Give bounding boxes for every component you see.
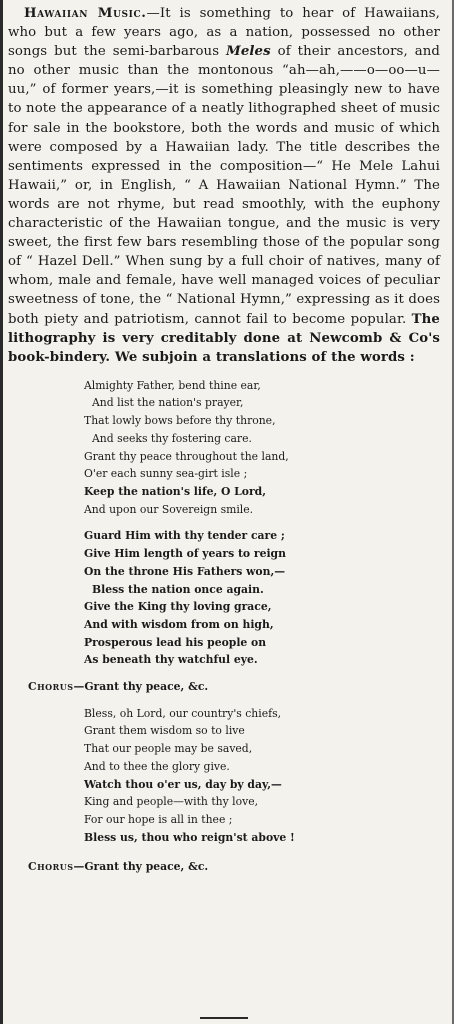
- stanza-1-line-3: That lowly bows before thy throne,: [84, 414, 276, 428]
- stanza-3-line-7: For our hope is all in thee ;: [84, 812, 233, 826]
- stanza-3-line-8: Bless us, thou who reign'st above !: [84, 830, 295, 844]
- stanza-3-line-3: That our people may be saved,: [84, 742, 253, 756]
- stanza-3-line-4: And to thee the glory give.: [84, 759, 230, 773]
- stanza-2-line-7: Prosperous lead his people on: [84, 635, 267, 649]
- stanza-2-line-2: Give Him length of years to reign: [84, 547, 286, 561]
- hymn-stanza-2: [84, 527, 440, 669]
- stanza-2-line-5: Give the King thy loving grace,: [84, 600, 272, 614]
- stanza-2-line-6: And with wisdom from on high,: [84, 617, 274, 631]
- chorus-label: Chorus: [28, 860, 74, 874]
- stanza-1-line-5: Grant thy peace throughout the land,: [84, 449, 289, 463]
- stanza-1-line-8: And upon our Sovereign smile.: [84, 502, 254, 516]
- stanza-1-line-2: And list the nation's prayer,: [92, 396, 244, 410]
- stanza-2-line-1: Guard Him with thy tender care ;: [84, 529, 285, 543]
- article-text-part-1: —It is something to hear of Hawaiians, who but a few years ago, as a nation, possessed no other songs but the semi-barbarous: [8, 6, 440, 60]
- article-paragraph: [8, 4, 440, 367]
- stanza-1-line-6: O'er each sunny sea-girt isle ;: [84, 467, 248, 481]
- stanza-3-line-5: Watch thou o'er us, day by day,—: [84, 777, 282, 791]
- article-text-part-3: The lithography is very creditably done at Newcomb & Co's book-bindery. We subjoin a translations of the words :: [8, 311, 440, 365]
- stanza-2-line-8: As beneath thy watchful eye.: [84, 653, 258, 667]
- newspaper-column: [8, 4, 440, 876]
- stanza-1-line-4: And seeks thy fostering care.: [92, 431, 252, 445]
- article-text-meles: Meles: [226, 44, 271, 60]
- stanza-1-line-7: Keep the nation's life, O Lord,: [84, 485, 266, 498]
- stanza-3-line-1: Bless, oh Lord, our country's chiefs,: [84, 706, 282, 720]
- chorus-text: —Grant thy peace, &c.: [73, 860, 209, 874]
- chorus-label: Chorus: [28, 680, 74, 694]
- chorus-text: —Grant thy peace, &c.: [73, 680, 209, 694]
- chorus-line-1: [28, 678, 440, 696]
- stanza-3-line-2: Grant them wisdom so to live: [84, 724, 245, 738]
- chorus-line-2: [28, 858, 440, 876]
- hymn-stanza-3: [84, 705, 440, 847]
- stanza-3-line-6: King and people—with thy love,: [84, 795, 259, 809]
- stanza-2-line-4: Bless the nation once again.: [92, 582, 264, 596]
- stanza-1-line-1: Almighty Father, bend thine ear,: [84, 378, 261, 392]
- article-heading: Hawaiian Music.: [24, 6, 147, 21]
- article-text-part-2: of their ancestors, and no other music than the montonous “ah—ah,——o—oo—u—uu,” of former years,—it is something pleasingly new to have to note the appearance of a neatly lithographed sheet of music for sale in the bookstore, both the words and music of which were composed by a Hawaiian lady. The title describes the sentiments expressed in the composition—“ He Mele Lahui Hawaii,” or, in English, “ A Hawaiian National Hymn.” The words are not rhyme, but read smoothly, with the euphony characteristic of the Hawaiian tongue, and the music is very sweet, the first few bars resembling those of the popular song of “ Hazel Dell.” When sung by a full choir of natives, many of whom, male and female, have well managed voices of peculiar sweetness of tone, the “ National Hymn,” expressing as it does both piety and patriotism, cannot fail to become popular.: [8, 44, 440, 327]
- stanza-2-line-3: On the throne His Fathers won,—: [84, 564, 286, 578]
- end-rule: [200, 1017, 248, 1019]
- hymn-stanza-1: [84, 377, 440, 519]
- page-left-edge: [0, 0, 3, 1024]
